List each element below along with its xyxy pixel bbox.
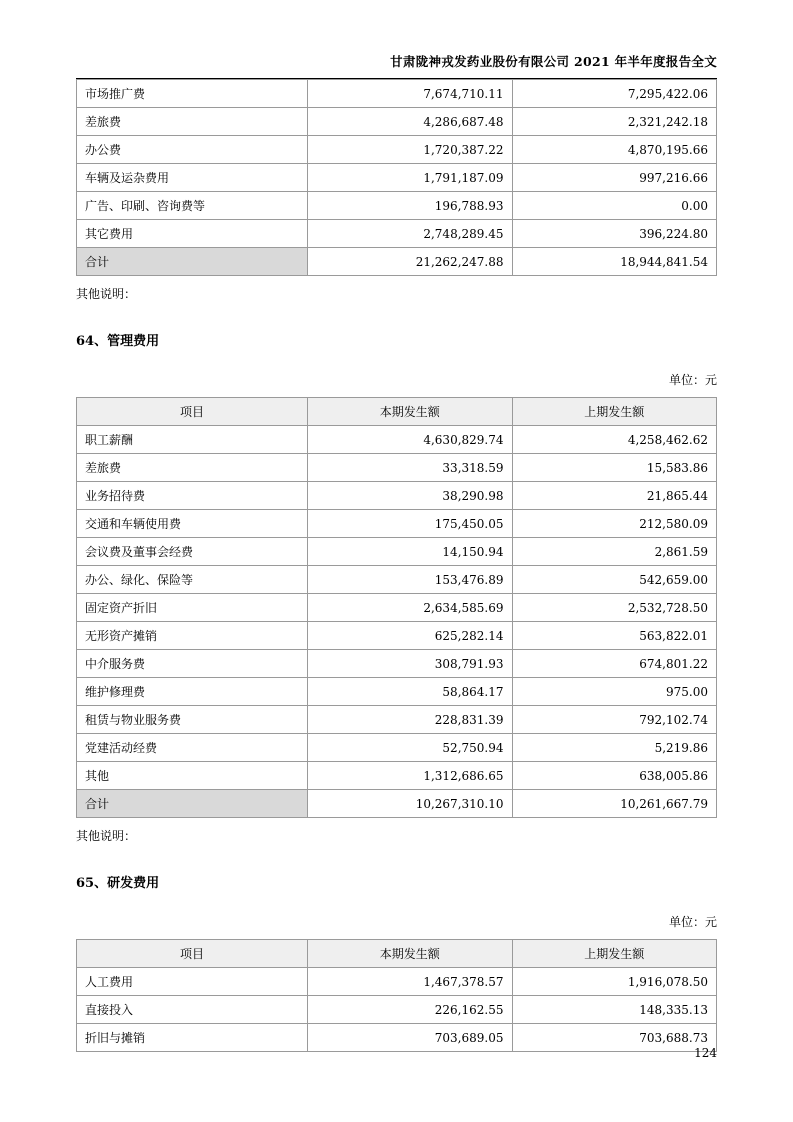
cell-previous: 396,224.80 xyxy=(512,220,717,248)
column-header-previous: 上期发生额 xyxy=(512,940,717,968)
cell-previous: 563,822.01 xyxy=(512,622,717,650)
table-row xyxy=(77,968,717,996)
cell-previous: 4,258,462.62 xyxy=(512,426,717,454)
selling-expense-table xyxy=(76,79,717,276)
cell-item: 职工薪酬 xyxy=(77,426,308,454)
cell-item: 差旅费 xyxy=(77,108,308,136)
cell-item: 固定资产折旧 xyxy=(77,594,308,622)
cell-previous: 18,944,841.54 xyxy=(512,248,717,276)
cell-current: 703,689.05 xyxy=(308,1024,513,1052)
cell-item: 直接投入 xyxy=(77,996,308,1024)
table-row xyxy=(77,594,717,622)
cell-item: 无形资产摊销 xyxy=(77,622,308,650)
table-row xyxy=(77,164,717,192)
table-row xyxy=(77,454,717,482)
cell-previous: 792,102.74 xyxy=(512,706,717,734)
cell-current: 33,318.59 xyxy=(308,454,513,482)
cell-current: 7,674,710.11 xyxy=(308,80,513,108)
cell-item: 党建活动经费 xyxy=(77,734,308,762)
cell-previous: 4,870,195.66 xyxy=(512,136,717,164)
unit-label-64: 单位：元 xyxy=(668,373,717,387)
cell-current: 175,450.05 xyxy=(308,510,513,538)
cell-current: 4,630,829.74 xyxy=(308,426,513,454)
selling-expense-note: 其他说明： xyxy=(76,287,137,301)
table-row xyxy=(77,108,717,136)
cell-previous: 2,861.59 xyxy=(512,538,717,566)
table-row xyxy=(77,762,717,790)
table-row xyxy=(77,678,717,706)
cell-current: 625,282.14 xyxy=(308,622,513,650)
cell-current: 196,788.93 xyxy=(308,192,513,220)
cell-item: 折旧与摊销 xyxy=(77,1024,308,1052)
table-header-row xyxy=(77,398,717,426)
cell-previous: 542,659.00 xyxy=(512,566,717,594)
header-title: 甘肃陇神戎发药业股份有限公司 2021 年半年度报告全文 xyxy=(390,54,717,69)
table-header-row xyxy=(77,940,717,968)
cell-current: 228,831.39 xyxy=(308,706,513,734)
cell-current: 2,748,289.45 xyxy=(308,220,513,248)
cell-previous: 2,321,242.18 xyxy=(512,108,717,136)
cell-previous: 7,295,422.06 xyxy=(512,80,717,108)
section-title-64: 64、管理费用 xyxy=(76,334,160,349)
column-header-item: 项目 xyxy=(77,940,308,968)
cell-item: 差旅费 xyxy=(77,454,308,482)
cell-previous: 997,216.66 xyxy=(512,164,717,192)
cell-previous: 703,688.73 xyxy=(512,1024,717,1052)
cell-current: 1,791,187.09 xyxy=(308,164,513,192)
cell-previous: 148,335.13 xyxy=(512,996,717,1024)
cell-item: 合计 xyxy=(77,790,308,818)
cell-item: 车辆及运杂费用 xyxy=(77,164,308,192)
cell-item: 合计 xyxy=(77,248,308,276)
admin-expense-note: 其他说明： xyxy=(76,829,137,843)
cell-previous: 975.00 xyxy=(512,678,717,706)
unit-label-65: 单位：元 xyxy=(668,915,717,929)
cell-previous: 1,916,078.50 xyxy=(512,968,717,996)
cell-previous: 674,801.22 xyxy=(512,650,717,678)
page-header xyxy=(76,0,717,79)
cell-item: 会议费及董事会经费 xyxy=(77,538,308,566)
cell-item: 租赁与物业服务费 xyxy=(77,706,308,734)
cell-item: 交通和车辆使用费 xyxy=(77,510,308,538)
cell-previous: 212,580.09 xyxy=(512,510,717,538)
table-row xyxy=(77,566,717,594)
cell-item: 维护修理费 xyxy=(77,678,308,706)
cell-current: 14,150.94 xyxy=(308,538,513,566)
section-title-65: 65、研发费用 xyxy=(76,876,160,891)
cell-current: 4,286,687.48 xyxy=(308,108,513,136)
admin-expense-table xyxy=(76,397,717,818)
table-total-row xyxy=(77,790,717,818)
column-header-item: 项目 xyxy=(77,398,308,426)
table-row xyxy=(77,650,717,678)
cell-item: 市场推广费 xyxy=(77,80,308,108)
cell-item: 其它费用 xyxy=(77,220,308,248)
table-row xyxy=(77,538,717,566)
cell-item: 中介服务费 xyxy=(77,650,308,678)
table-total-row xyxy=(77,248,717,276)
table-row xyxy=(77,1024,717,1052)
cell-current: 21,262,247.88 xyxy=(308,248,513,276)
table-row xyxy=(77,426,717,454)
cell-item: 其他 xyxy=(77,762,308,790)
table-row xyxy=(77,706,717,734)
cell-current: 1,720,387.22 xyxy=(308,136,513,164)
cell-current: 1,312,686.65 xyxy=(308,762,513,790)
cell-current: 52,750.94 xyxy=(308,734,513,762)
cell-previous: 2,532,728.50 xyxy=(512,594,717,622)
column-header-current: 本期发生额 xyxy=(308,940,513,968)
table-row xyxy=(77,136,717,164)
cell-current: 153,476.89 xyxy=(308,566,513,594)
table-row xyxy=(77,996,717,1024)
cell-previous: 15,583.86 xyxy=(512,454,717,482)
cell-current: 58,864.17 xyxy=(308,678,513,706)
column-header-current: 本期发生额 xyxy=(308,398,513,426)
page-number: 124 xyxy=(694,1046,717,1060)
table-row xyxy=(77,192,717,220)
table-row xyxy=(77,220,717,248)
cell-previous: 0.00 xyxy=(512,192,717,220)
cell-item: 业务招待费 xyxy=(77,482,308,510)
cell-current: 2,634,585.69 xyxy=(308,594,513,622)
cell-previous: 638,005.86 xyxy=(512,762,717,790)
cell-current: 226,162.55 xyxy=(308,996,513,1024)
selling-expense-table-block xyxy=(76,79,717,276)
cell-item: 人工费用 xyxy=(77,968,308,996)
column-header-previous: 上期发生额 xyxy=(512,398,717,426)
cell-current: 10,267,310.10 xyxy=(308,790,513,818)
table-row xyxy=(77,510,717,538)
cell-item: 办公、绿化、保险等 xyxy=(77,566,308,594)
cell-item: 广告、印刷、咨询费等 xyxy=(77,192,308,220)
table-row xyxy=(77,80,717,108)
rd-expense-table xyxy=(76,939,717,1052)
cell-current: 308,791.93 xyxy=(308,650,513,678)
cell-current: 1,467,378.57 xyxy=(308,968,513,996)
page-content xyxy=(76,0,717,1052)
cell-current: 38,290.98 xyxy=(308,482,513,510)
cell-previous: 5,219.86 xyxy=(512,734,717,762)
cell-item: 办公费 xyxy=(77,136,308,164)
cell-previous: 10,261,667.79 xyxy=(512,790,717,818)
table-row xyxy=(77,734,717,762)
table-row xyxy=(77,482,717,510)
table-row xyxy=(77,622,717,650)
cell-previous: 21,865.44 xyxy=(512,482,717,510)
